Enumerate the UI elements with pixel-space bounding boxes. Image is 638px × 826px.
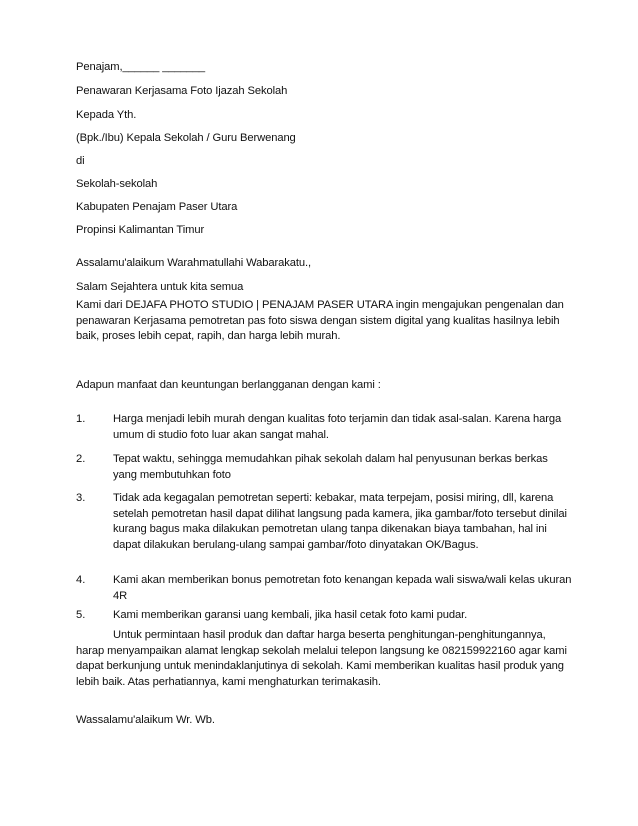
benefits-intro: Adapun manfaat dan keuntungan berlangganan dengan kami : [76,379,381,391]
list-item-number: 5. [76,609,86,621]
letter-subject: Penawaran Kerjasama Foto Ijazah Sekolah [76,85,288,97]
list-item-text: Kami memberikan garansi uang kembali, jika hasil cetak foto kami pudar. [113,609,468,621]
intro-paragraph: Kami dari DEJAFA PHOTO STUDIO | PENAJAM PASER UTARA ingin mengajukan pengenalan dan penawaran Kerjasama pemotretan pas foto siswa dengan sistem digital yang kualitas hasilnya lebih baik, proses lebih cepat, rapih, dan harga lebih murah. [76,299,564,342]
recipient-title: (Bpk./Ibu) Kepala Sekolah / Guru Berwenang [76,132,296,144]
recipient-regency: Kabupaten Penajam Paser Utara [76,201,238,213]
greeting-sejahtera: Salam Sejahtera untuk kita semua [76,281,244,293]
closing-paragraph: Untuk permintaan hasil produk dan daftar harga beserta penghitungan-penghitungannya, harap menyampaikan alamat lengkap sekolah melalui telepon langsung ke 082159922160 agar kami dapat berkunjung untuk menindaklanjutinya di sekolah. Kami memberikan kualitas hasil produk yang lebih baik. Atas perhatiannya, kami menghaturkan terimakasih. [76,629,567,688]
signoff: Wassalamu'alaikum Wr. Wb. [76,714,215,726]
list-item-text: Tidak ada kegagalan pemotretan seperti: kebakar, mata terpejam, posisi miring, dll, karena setelah pemotretan hasil dapat dilihat langsung pada kamera, jika gambar/foto tersebut dinilai kurang bagus maka dilakukan pemotretan ulang tanpa dikenakan biaya tambahan, hal ini dapat dilakukan berulang-ulang sampai gambar/foto dinyatakan OK/Bagus. [113,492,567,551]
list-item-number: 2. [76,453,86,465]
list-item-text: Harga menjadi lebih murah dengan kualitas foto terjamin dan tidak asal-salan. Karena harga umum di studio foto luar akan sangat mahal. [113,413,562,441]
list-item-number: 1. [76,413,86,425]
list-item-number: 3. [76,492,86,504]
recipient-preposition: di [76,155,85,167]
recipient-institution: Sekolah-sekolah [76,178,158,190]
list-item-text: Tepat waktu, sehingga memudahkan pihak sekolah dalam hal penyusunan berkas berkas yang membutuhkan foto [113,453,548,481]
list-item-number: 4. [76,574,86,586]
letter-date-line: Penajam,______ _______ [76,61,206,73]
list-item-text: Kami akan memberikan bonus pemotretan foto kenangan kepada wali siswa/wali kelas ukuran 4R [113,574,572,602]
recipient-province: Propinsi Kalimantan Timur [76,224,205,236]
recipient-salutation: Kepada Yth. [76,109,137,121]
greeting-salam: Assalamu'alaikum Warahmatullahi Wabarakatu., [76,257,312,269]
